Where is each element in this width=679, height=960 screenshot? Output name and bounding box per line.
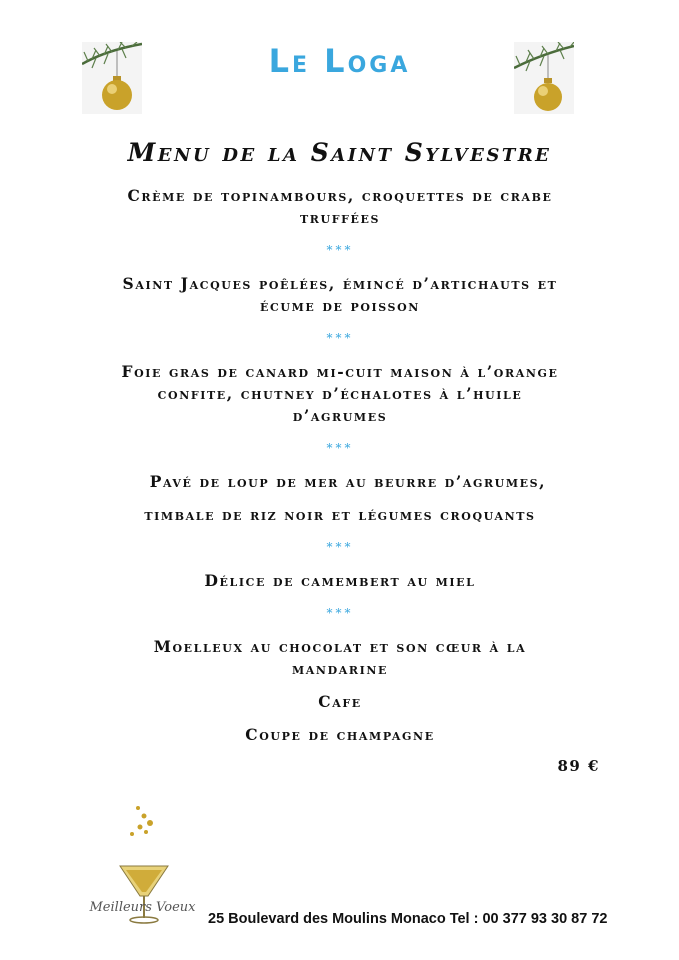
dish-line: Crème de topinambours, croquettes de crabe (127, 186, 553, 205)
dish-line: Saint Jacques poêlées, émincé d’artichauts et (122, 274, 558, 293)
dish-line: écume de poisson (260, 296, 420, 315)
separator: *** (326, 540, 354, 554)
logo-script-text: Meilleurs Voeux (89, 900, 196, 915)
separator: *** (326, 243, 354, 257)
dish-line: truffées (299, 208, 381, 227)
champagne-glass-logo (80, 800, 205, 930)
dish-line: timbale de riz noir et légumes croquants (144, 505, 536, 524)
menu-list (80, 185, 600, 746)
separator: *** (326, 441, 354, 455)
restaurant-name: Le Loga (268, 42, 411, 80)
dish-line: Pavé de loup de mer au beurre d’agrumes, (149, 472, 547, 491)
dish-line: d’agrumes (292, 406, 388, 425)
menu-title: Menu de la Saint Sylvestre (127, 138, 552, 167)
separator: *** (326, 606, 354, 620)
footer-address: 25 Boulevard des Moulins Monaco Tel : 00 377 93 30 87 72 (208, 911, 608, 927)
dish-line: Moelleux au chocolat et son cœur à la (153, 637, 527, 656)
christmas-bauble-icon (514, 42, 574, 114)
dish-line: Délice de camembert au miel (204, 571, 476, 590)
dish-line: Cafe (318, 692, 362, 711)
dish-line: Foie gras de canard mi-cuit maison à l’orange (121, 362, 559, 381)
dish-line: confite, chutney d’échalotes à l’huile (157, 384, 523, 403)
dish-line: Coupe de champagne (245, 725, 435, 744)
dish-line: mandarine (292, 659, 388, 678)
separator: *** (326, 331, 354, 345)
menu-price: 89 € (557, 757, 600, 775)
